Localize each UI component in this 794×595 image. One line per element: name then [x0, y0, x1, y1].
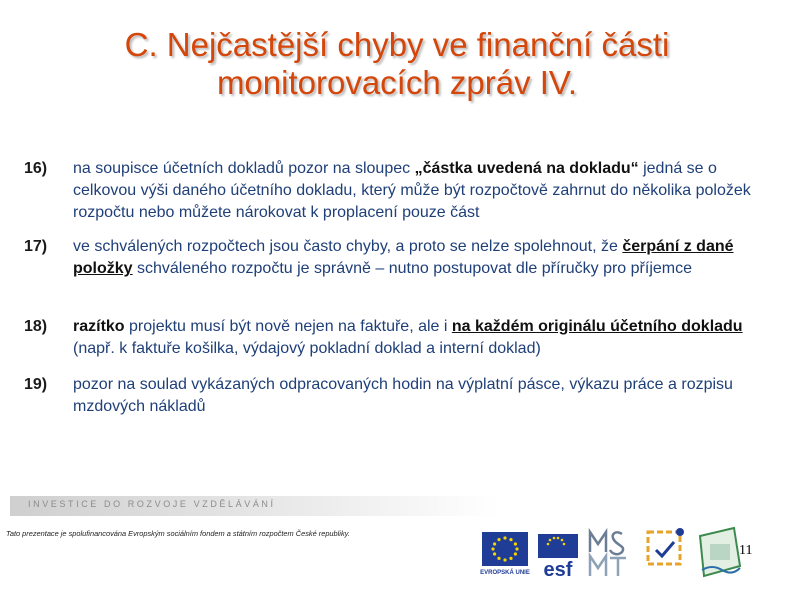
item-text [73, 316, 763, 360]
cofinancing-disclaimer: Tato prezentace je spolufinancována Evropským sociálním fondem a státním rozpočtem České republiky. [6, 529, 350, 538]
banner-text: INVESTICE DO ROZVOJE VZDĚLÁVÁNÍ [28, 499, 276, 509]
item-text [73, 236, 763, 280]
item-text-part: projektu musí být nově nejen na faktuře, ale i [124, 318, 452, 335]
item-text-part: pozor na soulad vykázaných odpracovaných hodin na výplatní pásce, výkazu práce a rozpisu mzdových nákladů [73, 376, 733, 415]
logo-strip [480, 524, 753, 584]
item-text-part: na soupisce účetních dokladů pozor na sloupec [73, 160, 415, 177]
msmt-logo [586, 528, 630, 580]
item-text [73, 374, 763, 418]
item-text [73, 158, 763, 224]
item-number: 18) [24, 318, 48, 335]
eu-caption: EVROPSKÁ UNIE [480, 570, 530, 576]
item-emphasis: „částka uvedená na dokladu“ [414, 160, 639, 177]
esf-text: esf [543, 559, 573, 580]
item-emphasis: razítko [73, 318, 125, 335]
operational-programme-logo [694, 526, 744, 582]
title-line-1: C. Nejčastější chyby ve finanční části [124, 26, 670, 63]
page-number: 11 [739, 543, 753, 558]
item-number: 19) [24, 376, 48, 393]
eu-flag-logo [480, 532, 530, 580]
item-text-part: (např. k faktuře košilka, výdajový pokladní doklad a interní doklad) [73, 340, 541, 357]
item-emphasis: na každém originálu účetního dokladu [451, 318, 743, 335]
esf-logo [534, 532, 582, 580]
item-emphasis: čerpání z dané položky [73, 238, 734, 277]
puzzle-logo [642, 524, 688, 574]
slide-title [40, 26, 754, 102]
investment-banner [10, 496, 500, 516]
item-number: 16) [24, 160, 48, 177]
item-number: 17) [24, 238, 48, 255]
item-text-part: jedná se o celkovou výši daného účetního dokladu, který může být rozpočtově zahrnut do několika položek rozpočtu nebo můžete nárokovat k proplacení pouze část [73, 160, 751, 221]
item-text-part: schváleného rozpočtu je správně – nutno postupovat dle příručky pro příjemce [132, 260, 692, 277]
title-line-2: monitorovacích zpráv IV. [216, 64, 578, 101]
item-text-part: ve schválených rozpočtech jsou často chyby, a proto se nelze spolehnout, že [73, 238, 623, 255]
